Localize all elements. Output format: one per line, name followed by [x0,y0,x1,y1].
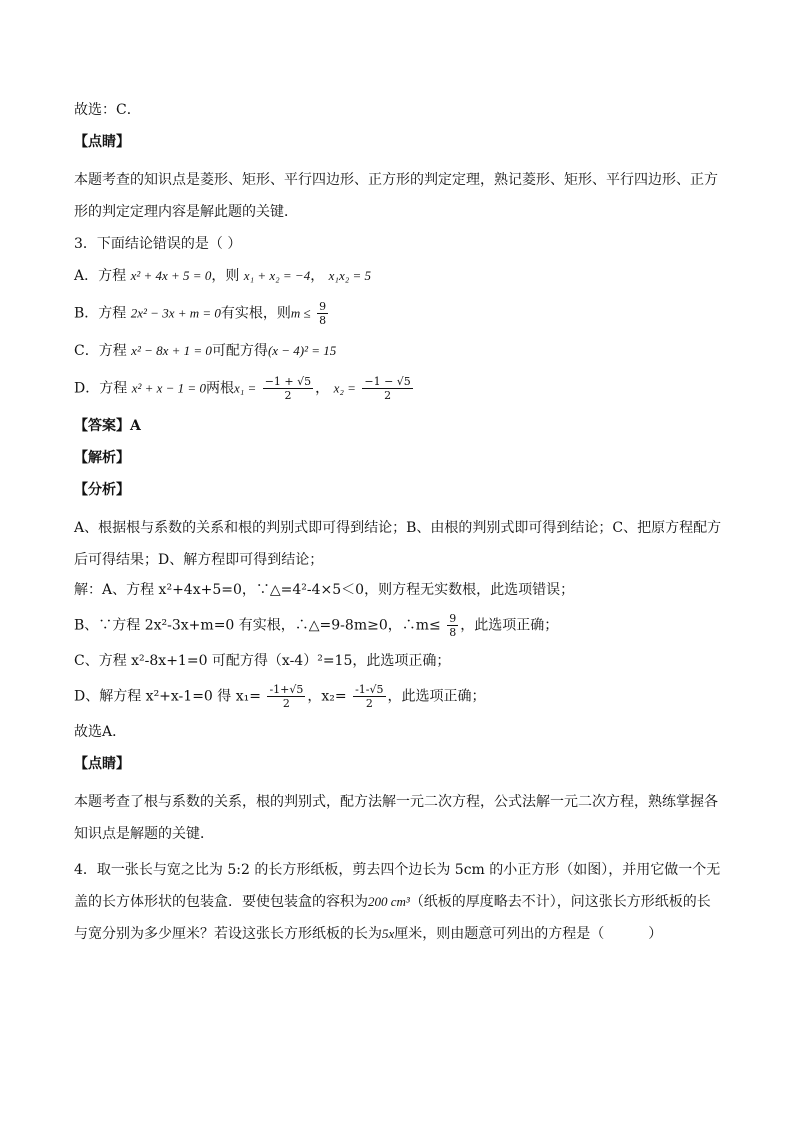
q4-line-2c: （纸板的厚度略去不计），问这张长方形纸板的长与宽分 [74,894,711,942]
q3-d-prefix: D．方程 [74,380,128,397]
q3-option-c [74,341,724,361]
q3-d-fraction-1 [263,375,313,402]
q3-sol-d-num1: -1+√5 [269,683,304,696]
q3-b-equation: 2x² − 3x + m = 0 [130,305,221,321]
q3-a-equation: x² + 4x + 5 = 0 [130,268,212,283]
q3-d-x1-label: x₁ = [233,380,257,396]
q3-b-frac-num: 9 [319,300,327,313]
q3-option-b [74,300,724,327]
q3-sol-b-pre: B、∵方程 2x²-3x+m=0 有实根，∴△=9-8m≥0，∴m≤ [74,617,441,634]
q3-answer-value: A [130,418,141,434]
q3-comment-text: 本题考查了根与系数的关系，根的判别式，配方法解一元二次方程，公式法解一元二次方程，熟练掌握各知识点是解题的关键． [74,794,718,842]
q3-analysis-head: 【解析】 [74,450,130,466]
q3-d-fraction-2 [362,375,412,402]
q3-a-prefix: A．方程 [74,268,127,284]
q4-line-3a: 别为多少厘米？若设这张长方形纸板的长为 [116,926,382,942]
q3-d-frac2-den: 2 [384,389,392,402]
q3-solution-c: C、方程 x²-8x+1=0 可配方得（x-4）²=15，此选项正确； [74,653,451,669]
q3-sol-d-num2: -1-√5 [355,683,384,696]
q3-d-frac1-num: −1 + √5 [264,375,312,388]
q3-b-mid: 有实根，则 [220,305,291,322]
q3-fenxi-text: A、根据根与系数的关系和根的判别式即可得到结论；B、由根的判别式即可得到结论；C、把原方程配方后可得结果；D、解方程即可得到结论； [74,520,722,568]
q3-c-result: (x − 4)² = 15 [267,343,337,358]
q3-d-frac1-den: 2 [284,389,292,402]
q3-sol-b-post: ，此选项正确； [460,617,559,634]
q3-option-a [74,266,724,286]
q3-comment-head: 【点睛】 [74,756,130,772]
q3-sol-b-num: 9 [449,612,457,625]
q3-sol-b-den: 8 [449,626,457,639]
q3-a-mid: ，则 [211,268,240,284]
q3-solution-b [74,612,724,639]
q3-sol-d-den1: 2 [282,697,290,710]
q3-sol-b-fraction [447,612,458,639]
q4-volume: 200 cm³ [368,894,410,909]
q3-a-sep: ， [310,268,325,284]
q3-sol-d-den2: 2 [365,697,373,710]
q4-line-3d: ） [648,926,663,942]
q3-sol-d-fraction-2 [353,683,385,710]
q3-sol-d-pre: D、解方程 x²+x-1=0 得 x₁= [74,688,261,705]
q3-c-equation: x² − 8x + 1 = 0 [131,343,212,358]
document-content [74,100,724,954]
q3-b-frac-den: 8 [319,314,327,327]
q3-c-prefix: C．方程 [74,343,127,359]
q3-stem: 3．下面结论错误的是（ ） [74,236,242,252]
q3-sol-d-fraction-1 [267,683,305,710]
q3-b-fraction [317,300,328,327]
q3-choose: 故选A． [74,724,127,740]
q3-option-d [74,375,724,402]
q3-d-x2-label: x₂ = [333,380,356,396]
q2-choose: 故选：C． [74,102,141,118]
q3-d-equation: x² + x − 1 = 0 [131,380,206,396]
q4-stem [74,854,724,950]
q3-a-root-product: x₁x₂ = 5 [328,268,372,283]
q3-b-prefix: B．方程 [74,305,127,322]
q3-a-root-sum: x₁ + x₂ = −4 [243,268,311,283]
q4-line-2a: 长方体形状的包装盒．要使包装盒的容积为 [102,894,368,910]
q3-solution-d [74,683,724,710]
q3-d-sep: ， [315,380,330,397]
q3-answer-head: 【答案】 [74,418,130,434]
q3-answer [74,416,724,436]
q3-c-mid: 可配方得 [211,343,268,359]
q4-length-var: 5x [382,926,395,941]
q4-line-1: 4．取一张长与宽之比为 5:2 的长方形纸板，剪去四个边长为 5cm 的小正方形（如图），并用它做一个无盖的 [74,862,721,910]
q2-comment-text: 本题考查的知识点是菱形、矩形、平行四边形、正方形的判定定理，熟记菱形、矩形、平行四边形、正方形的判定定理内容是解此题的关键． [74,172,718,220]
q3-d-mid: 两根 [205,380,234,397]
q4-line-3c: 厘米，则由题意可列出的方程是（ [394,926,605,942]
q3-sol-d-post: ，此选项正确； [387,688,486,705]
q2-comment-head: 【点睛】 [74,134,130,150]
q3-fenxi-head: 【分析】 [74,482,130,498]
q3-b-ineq: m ≤ [290,305,311,321]
q3-solution-a: 解：A、方程 x²+4x+5=0，∵△=4²-4×5＜0，则方程无实数根，此选项错误； [74,582,575,598]
q3-d-frac2-num: −1 − √5 [364,375,411,388]
q3-sol-d-mid: ，x₂= [307,688,347,705]
